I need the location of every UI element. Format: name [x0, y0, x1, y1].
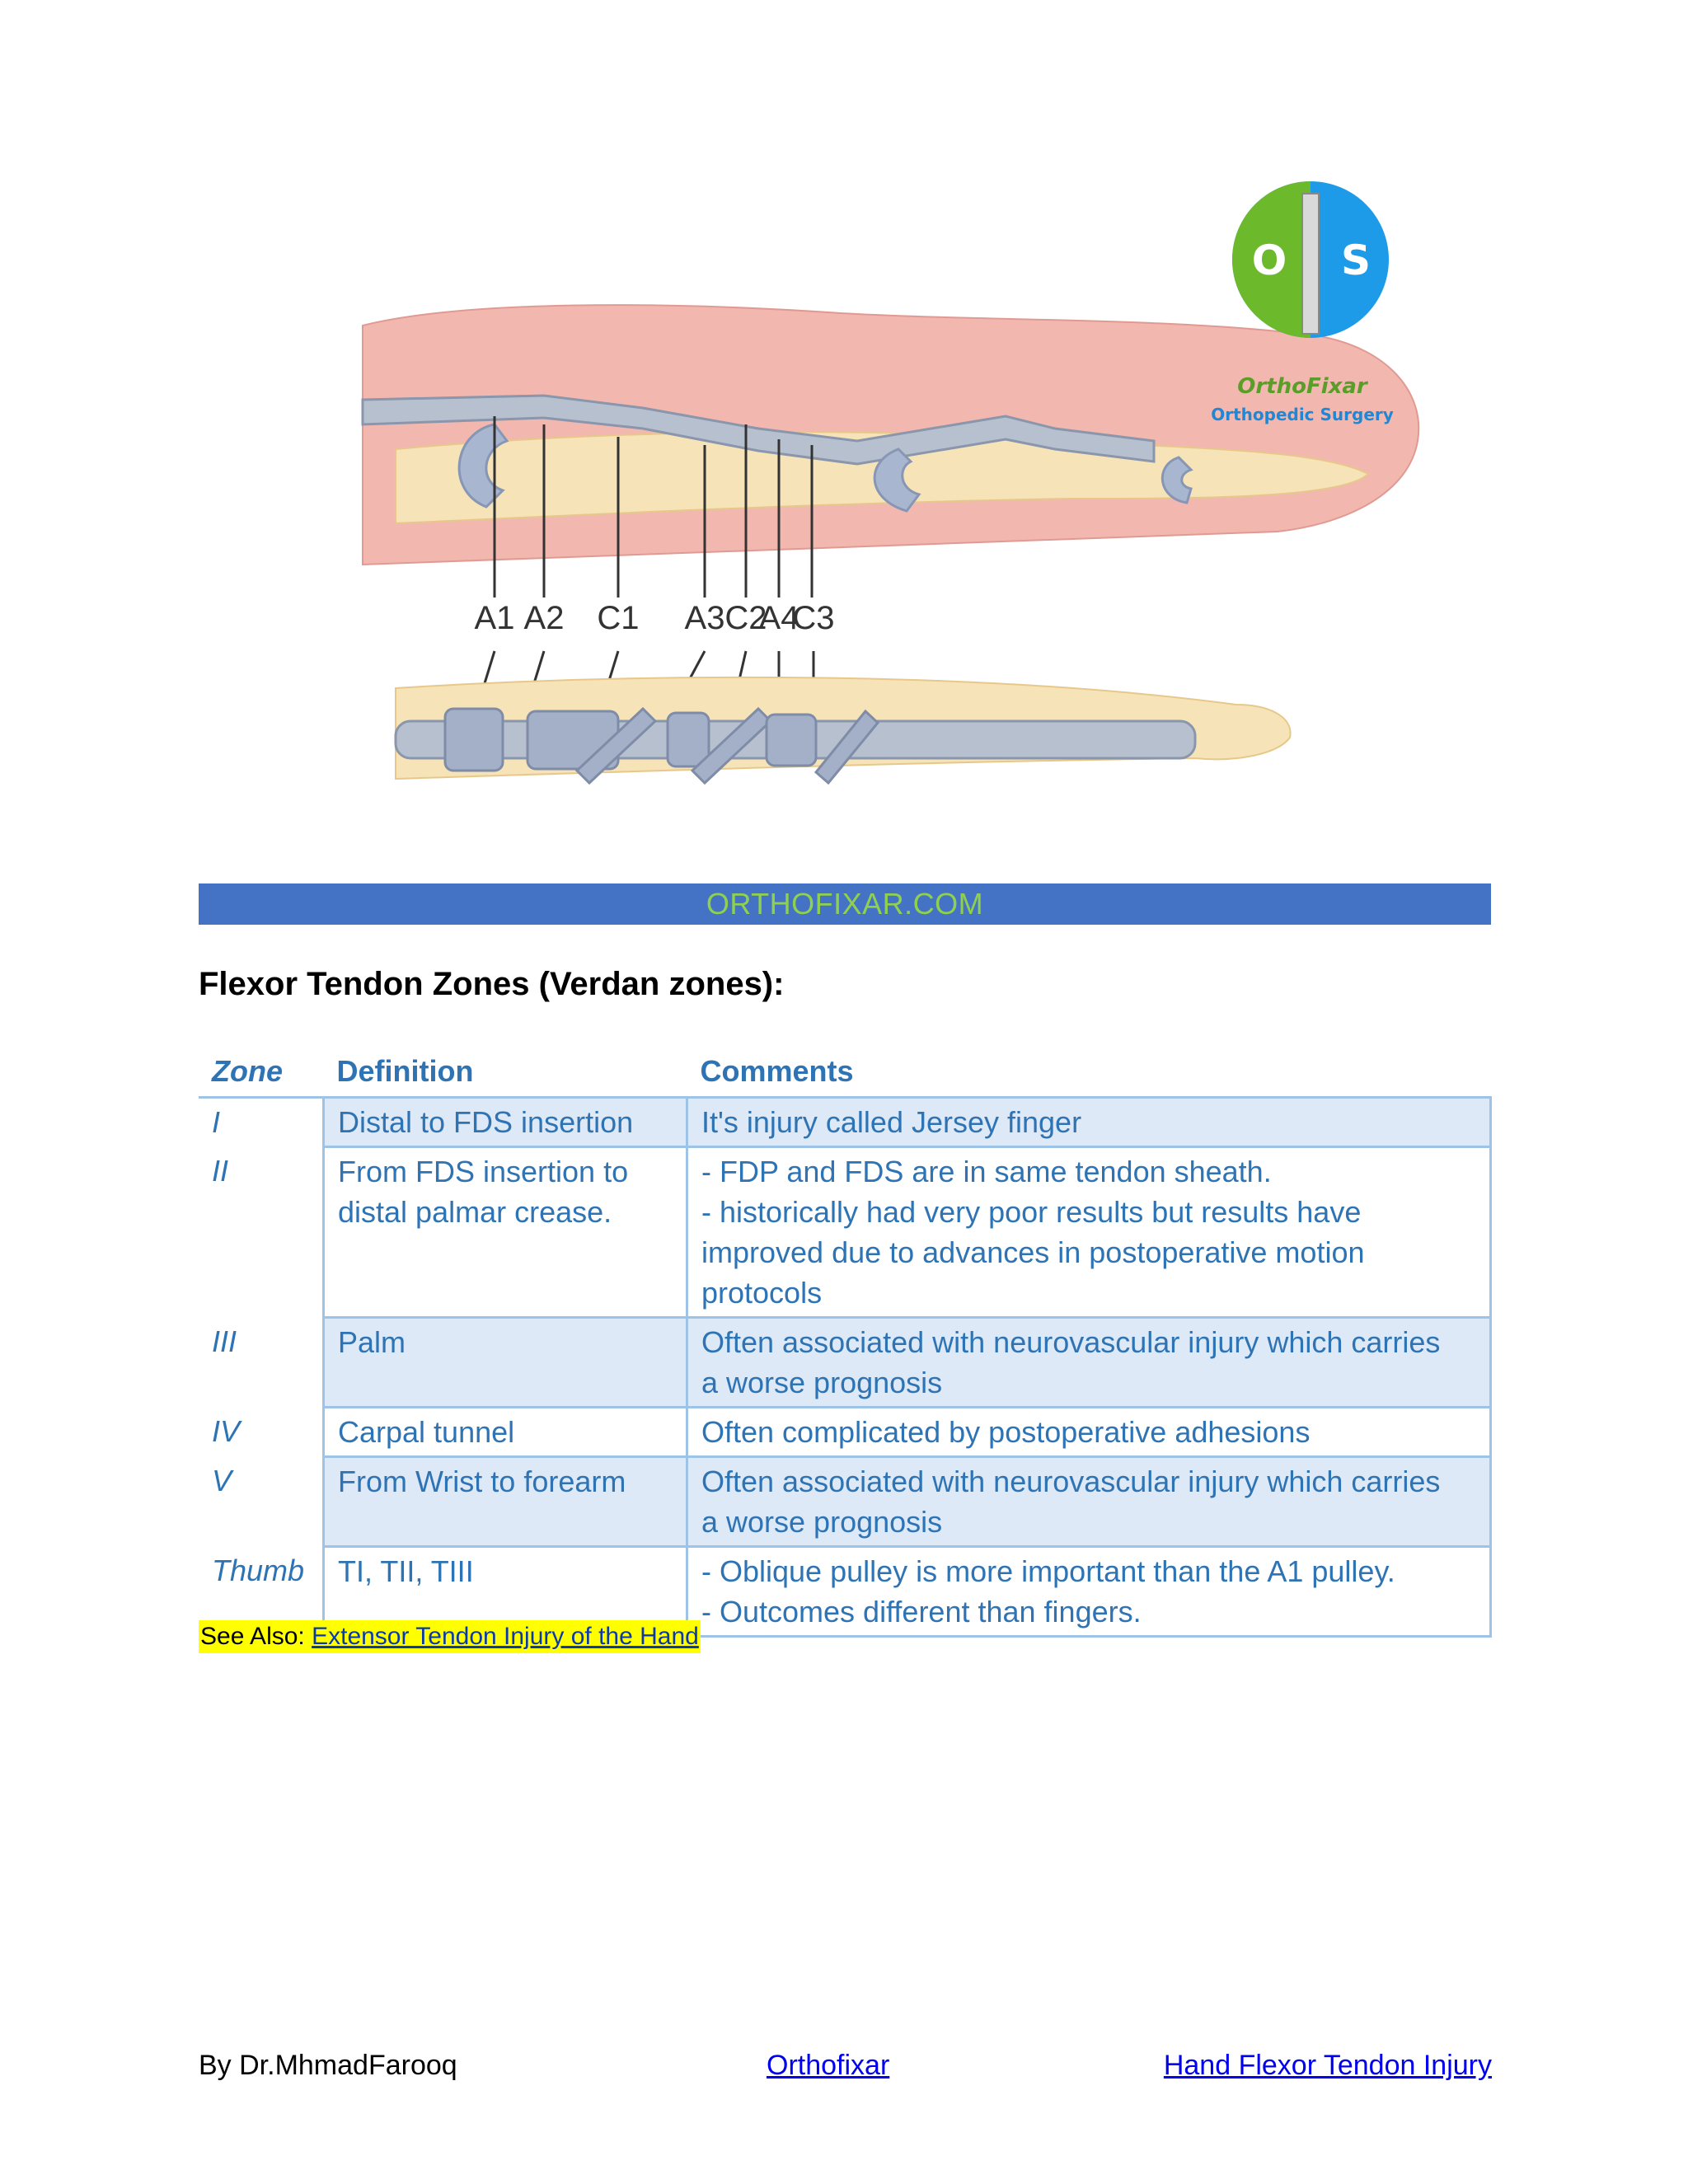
zone-cell: II [212, 1153, 229, 1188]
definition-line: From FDS insertion to [338, 1155, 629, 1188]
pulley-label-a1: A1 [474, 600, 515, 636]
header-zone: Zone [199, 1047, 324, 1098]
definition-line: From Wrist to forearm [338, 1465, 626, 1498]
pulley-label-a2: A2 [523, 600, 565, 636]
pulley-label-c1: C1 [597, 600, 640, 636]
comment-line: Often complicated by postoperative adhesions [701, 1415, 1311, 1449]
footer-site [767, 2050, 889, 2082]
pulley-label-a3: A3 [684, 600, 725, 636]
flexor-zones-table [199, 1047, 1492, 1638]
definition-line: Distal to FDS insertion [338, 1105, 634, 1139]
banner-text: ORTHOFIXAR.COM [706, 887, 984, 921]
svg-text:S: S [1340, 237, 1372, 284]
svg-text:O: O [1251, 237, 1287, 284]
footer-page-link[interactable]: Hand Flexor Tendon Injury [1163, 2050, 1492, 2081]
pulley-lower-a4 [767, 715, 816, 766]
zone-cell: V [212, 1463, 232, 1497]
footer-author: By Dr.MhmadFarooq [199, 2050, 457, 2081]
pulley-illustration [330, 177, 1500, 886]
comment-line: Often associated with neurovascular injury which carries [701, 1465, 1441, 1498]
comment-line: - FDP and FDS are in same tendon sheath. [701, 1155, 1272, 1188]
footer-page [1164, 2050, 1492, 2082]
comments-cell [687, 1147, 1491, 1318]
definition-line: TI, TII, TIII [338, 1554, 474, 1588]
table-row [199, 1147, 1491, 1318]
definition-cell [324, 1408, 687, 1457]
comments-cell [687, 1547, 1491, 1637]
header-definition: Definition [324, 1047, 687, 1098]
pulley-lower-a3 [668, 713, 709, 766]
zone-cell: Thumb [212, 1553, 305, 1587]
comment-line: It's injury called Jersey finger [701, 1105, 1082, 1139]
comment-line: - Outcomes different than fingers. [701, 1595, 1142, 1629]
comment-line: Often associated with neurovascular injury which carries [701, 1325, 1441, 1359]
definition-line: distal palmar crease. [338, 1195, 612, 1229]
orthofixar-logo [1211, 181, 1394, 424]
table-row [199, 1098, 1491, 1147]
zone-cell: I [212, 1105, 221, 1139]
table-row [199, 1318, 1491, 1408]
comment-line: protocols [701, 1276, 823, 1310]
definition-cell [324, 1147, 687, 1318]
comment-line: improved due to advances in postoperative motion [701, 1235, 1365, 1269]
comment-line: - Oblique pulley is more important than the A1 pulley. [701, 1554, 1395, 1588]
definition-cell [324, 1098, 687, 1147]
section-heading: Flexor Tendon Zones (Verdan zones): [199, 966, 785, 1002]
pulley-lower-a1 [445, 709, 503, 771]
comment-line: a worse prognosis [701, 1366, 943, 1399]
table-row [199, 1408, 1491, 1457]
zone-cell: IV [212, 1413, 241, 1448]
table-header-row [199, 1047, 1491, 1098]
definition-line: Palm [338, 1325, 406, 1359]
comments-cell [687, 1408, 1491, 1457]
see-also-link[interactable]: Extensor Tendon Injury of the Hand [312, 1623, 699, 1650]
see-also-prefix: See Also: [200, 1623, 312, 1650]
logo-name: OrthoFixar [1237, 374, 1367, 399]
pulley-label-c3: C3 [792, 600, 835, 636]
comment-line: - historically had very poor results but results have [701, 1195, 1362, 1229]
comments-cell [687, 1457, 1491, 1547]
header-comments: Comments [687, 1047, 1491, 1098]
definition-cell [324, 1318, 687, 1408]
definition-line: Carpal tunnel [338, 1415, 515, 1449]
comments-cell [687, 1098, 1491, 1147]
pulley-label-c2: C2 [724, 600, 767, 636]
site-banner [199, 883, 1491, 925]
footer-site-link[interactable]: Orthofixar [767, 2050, 890, 2081]
logo-tagline: Orthopedic Surgery [1211, 405, 1394, 424]
zone-cell: III [212, 1324, 237, 1358]
see-also-note [199, 1620, 701, 1653]
definition-cell [324, 1457, 687, 1547]
comments-cell [687, 1318, 1491, 1408]
pulley-label-a4: A4 [758, 600, 799, 636]
table-row [199, 1457, 1491, 1547]
comment-line: a worse prognosis [701, 1505, 943, 1539]
